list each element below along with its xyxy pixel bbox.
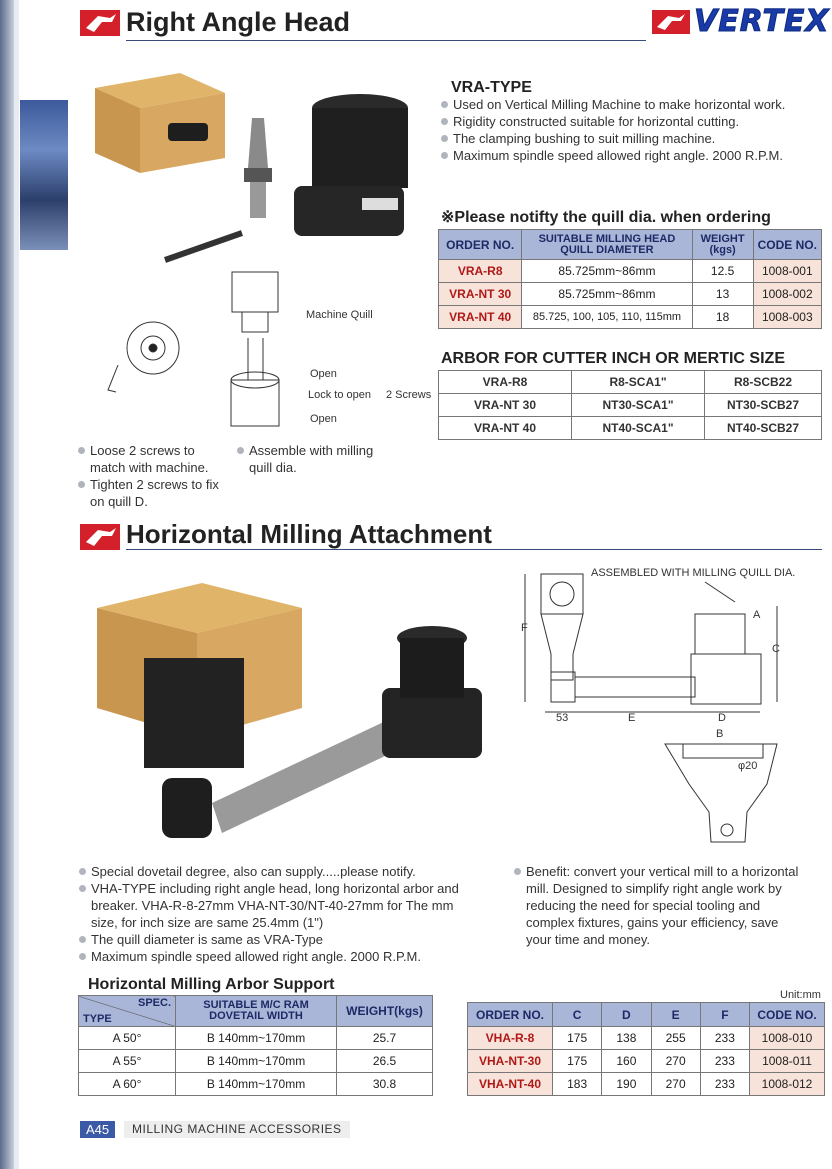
type-cell: A 55° — [79, 1050, 176, 1073]
dia-cell: 85.725mm~86mm — [522, 283, 692, 306]
arbor-inch-cell: NT40-SCA1" — [572, 417, 705, 440]
note-item: Loose 2 screws to match with machine. — [76, 442, 226, 476]
brand-bird-icon — [80, 10, 120, 36]
vra-bullet: The clamping bushing to suit milling machine. — [439, 130, 819, 147]
section-title-horizontal-milling: Horizontal Milling Attachment — [126, 519, 492, 549]
col-quill-dia: SUITABLE MILLING HEAD QUILL DIAMETER — [522, 230, 692, 260]
title-rule — [126, 40, 646, 41]
order-no-cell: VRA-NT 30 — [439, 283, 522, 306]
vra-bullet: Used on Vertical Milling Machine to make horizontal work. — [439, 96, 819, 113]
type-cell: A 60° — [79, 1073, 176, 1096]
col-d: D — [602, 1003, 651, 1027]
dim-b: B — [716, 728, 724, 740]
e-cell: 270 — [651, 1073, 700, 1096]
spine-photo-strip — [20, 100, 68, 250]
col-e: E — [651, 1003, 700, 1027]
d-cell: 190 — [602, 1073, 651, 1096]
arbor-model-cell: VRA-NT 30 — [439, 394, 572, 417]
lock-label: Lock to open — [308, 389, 371, 401]
c-cell: 175 — [553, 1050, 602, 1073]
col-order-no: ORDER NO. — [439, 230, 522, 260]
code-cell: 1008-011 — [750, 1050, 825, 1073]
table-row — [468, 1050, 825, 1073]
type-cell: A 50° — [79, 1027, 176, 1050]
section-title-right-angle-head: Right Angle Head — [126, 7, 351, 37]
benefit-text — [512, 863, 802, 948]
weight-cell: 25.7 — [337, 1027, 433, 1050]
quill-assembly-diagram — [88, 270, 298, 440]
vertex-logo-bird-icon — [652, 10, 690, 34]
support-table — [78, 995, 433, 1096]
right-angle-head-image — [290, 86, 420, 246]
assembly-notes-left — [76, 442, 226, 510]
vha-order-table — [467, 1002, 825, 1096]
page-number: A45 — [80, 1121, 115, 1138]
dia-cell: 85.725, 100, 105, 110, 115mm — [522, 306, 692, 329]
table-row — [439, 306, 822, 329]
dim-d: D — [718, 712, 726, 724]
footer-label: MILLING MACHINE ACCESSORIES — [124, 1121, 350, 1138]
table-row — [439, 283, 822, 306]
col-f: F — [700, 1003, 749, 1027]
dia-cell: 85.725mm~86mm — [522, 260, 692, 283]
table-row — [79, 1027, 433, 1050]
vra-bullets — [439, 96, 819, 164]
width-cell: B 140mm~170mm — [176, 1050, 337, 1073]
d-cell: 138 — [602, 1027, 651, 1050]
e-cell: 255 — [651, 1027, 700, 1050]
vha-bullet: The quill diameter is same as VRA-Type — [77, 931, 467, 948]
order-no-cell: VHA-NT-30 — [468, 1050, 553, 1073]
order-no-cell: VHA-NT-40 — [468, 1073, 553, 1096]
arbor-inch-cell: NT30-SCA1" — [572, 394, 705, 417]
note-item: Tighten 2 screws to fix on quill D. — [76, 476, 226, 510]
order-no-cell: VHA-R-8 — [468, 1027, 553, 1050]
page-spine-edge — [14, 0, 19, 1169]
table-row — [439, 417, 822, 440]
arbor-metric-cell: NT30-SCB27 — [705, 394, 822, 417]
width-cell: B 140mm~170mm — [176, 1073, 337, 1096]
weight-cell: 18 — [692, 306, 753, 329]
vra-bullet: Maximum spindle speed allowed right angle. 2000 R.P.M. — [439, 147, 819, 164]
order-notice: ※Please notifty the quill dia. when ordering — [441, 209, 771, 226]
assembly-notes-right — [235, 442, 395, 476]
weight-cell: 30.8 — [337, 1073, 433, 1096]
vha-bullets — [77, 863, 467, 965]
col-dovetail: SUITABLE M/C RAM DOVETAIL WIDTH — [176, 996, 337, 1027]
table-row — [468, 1073, 825, 1096]
dim-a: A — [753, 609, 761, 621]
c-cell: 183 — [553, 1073, 602, 1096]
type-label: TYPE — [83, 1013, 112, 1025]
assembled-label: ASSEMBLED WITH MILLING QUILL DIA. — [591, 567, 796, 579]
vertex-logo: VERTEX — [694, 4, 830, 39]
weight-cell: 13 — [692, 283, 753, 306]
arbor-table — [438, 370, 822, 440]
dim-c: C — [772, 643, 780, 655]
table-row — [439, 394, 822, 417]
order-no-cell: VRA-NT 40 — [439, 306, 522, 329]
c-cell: 175 — [553, 1027, 602, 1050]
f-cell: 233 — [700, 1050, 749, 1073]
spec-label: SPEC. — [137, 997, 171, 1009]
vra-bullet: Rigidity constructed suitable for horizontal cutting. — [439, 113, 819, 130]
weight-cell: 12.5 — [692, 260, 753, 283]
two-screws-label: 2 Screws — [386, 389, 432, 401]
table-row — [468, 1027, 825, 1050]
arbor-title: ARBOR FOR CUTTER INCH OR MERTIC SIZE — [441, 350, 785, 367]
f-cell: 233 — [700, 1073, 749, 1096]
col-c: C — [553, 1003, 602, 1027]
d-cell: 160 — [602, 1050, 651, 1073]
code-cell: 1008-012 — [750, 1073, 825, 1096]
drawbar-image — [160, 225, 250, 265]
horizontal-attachment-image — [92, 578, 492, 843]
arbor-metric-cell: NT40-SCB27 — [705, 417, 822, 440]
page-spine — [0, 0, 14, 1169]
arbor-image — [238, 118, 278, 218]
arbor-model-cell: VRA-R8 — [439, 371, 572, 394]
table-row — [439, 371, 822, 394]
dim-phi20: φ20 — [738, 760, 758, 772]
arbor-metric-cell: R8-SCB22 — [705, 371, 822, 394]
e-cell: 270 — [651, 1050, 700, 1073]
col-code: CODE NO. — [753, 230, 821, 260]
table-row — [79, 1073, 433, 1096]
code-cell: 1008-010 — [750, 1027, 825, 1050]
vra-type-heading: VRA-TYPE — [451, 79, 532, 96]
vha-bullet: Maximum spindle speed allowed right angle. 2000 R.P.M. — [77, 948, 467, 965]
brand-bird-icon — [80, 524, 120, 550]
support-title: Horizontal Milling Arbor Support — [88, 976, 335, 993]
wooden-box-image — [90, 68, 230, 178]
dim-f: F — [521, 622, 528, 634]
arbor-model-cell: VRA-NT 40 — [439, 417, 572, 440]
table-row — [439, 260, 822, 283]
benefit-item: Benefit: convert your vertical mill to a horizontal mill. Designed to simplify right angle work by reducing the need for special tooling and complex fixtures, gains your efficiency, save your time and money. — [512, 863, 802, 948]
spec-type-header — [79, 996, 176, 1027]
code-cell: 1008-002 — [753, 283, 821, 306]
vha-bullet: Special dovetail degree, also can supply.....please notify. — [77, 863, 467, 880]
open-label-top: Open — [310, 368, 337, 380]
code-cell: 1008-003 — [753, 306, 821, 329]
vha-bullet: VHA-TYPE including right angle head, long horizontal arbor and breaker. VHA-R-8-27mm VHA-NT-30/NT-40-27mm for The mm size, for inch size are same 25.4mm (1") — [77, 880, 467, 931]
machine-quill-label: Machine Quill — [306, 309, 373, 321]
order-no-cell: VRA-R8 — [439, 260, 522, 283]
col-weight: WEIGHT(kgs) — [337, 996, 433, 1027]
col-order-no: ORDER NO. — [468, 1003, 553, 1027]
weight-cell: 26.5 — [337, 1050, 433, 1073]
dim-e: E — [628, 712, 636, 724]
table-row — [79, 1050, 433, 1073]
col-code: CODE NO. — [750, 1003, 825, 1027]
arbor-inch-cell: R8-SCA1" — [572, 371, 705, 394]
vra-order-table — [438, 229, 822, 329]
title-rule — [126, 549, 822, 550]
f-cell: 233 — [700, 1027, 749, 1050]
unit-label: Unit:mm — [780, 989, 821, 1001]
open-label-bottom: Open — [310, 413, 337, 425]
width-cell: B 140mm~170mm — [176, 1027, 337, 1050]
col-weight: WEIGHT (kgs) — [692, 230, 753, 260]
code-cell: 1008-001 — [753, 260, 821, 283]
note-item: Assemble with milling quill dia. — [235, 442, 395, 476]
dim-53: 53 — [556, 712, 569, 724]
